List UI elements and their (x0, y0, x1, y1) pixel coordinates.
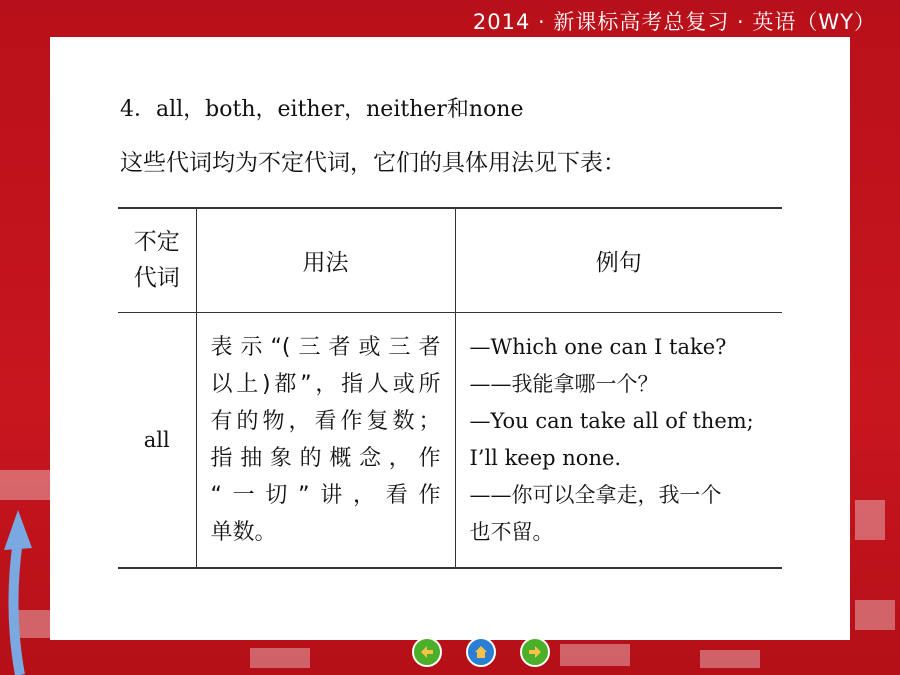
home-button[interactable] (466, 637, 496, 667)
example-line: ——你可以全拿走，我一个 (469, 482, 722, 507)
pronoun-cell: all (118, 312, 196, 568)
usage-line: 以上)都”，指人或所 (210, 371, 441, 397)
forward-button[interactable] (520, 637, 550, 667)
decor-block (855, 600, 895, 630)
example-cell (455, 312, 782, 568)
header-pronoun-line2: 代词 (133, 265, 180, 292)
usage-cell (196, 312, 455, 568)
header-pronoun (118, 208, 196, 312)
table-row (118, 312, 782, 568)
home-icon (473, 644, 489, 660)
example-line: ——我能拿哪一个？ (469, 371, 659, 396)
usage-line: “一切”讲，看作 (210, 482, 441, 508)
forward-icon (527, 644, 543, 660)
usage-line: 有的物，看作复数； (210, 408, 441, 434)
decor-block (855, 500, 885, 540)
example-line: —You can take all of them; (469, 408, 754, 433)
header-pronoun-line1: 不定 (133, 229, 180, 256)
pronoun-usage-table (118, 207, 782, 569)
slide-navigation (0, 635, 900, 671)
header-example: 例句 (455, 208, 782, 312)
decor-block (0, 470, 50, 500)
usage-line: 单数。 (210, 519, 277, 545)
section-intro: 这些代词均为不定代词，它们的具体用法见下表： (120, 150, 626, 176)
section-heading: 4．all，both，either，neither和none (120, 97, 524, 122)
slide-header: 2014 · 新课标高考总复习 · 英语（WY） (472, 10, 876, 34)
example-line: 也不留。 (469, 519, 554, 544)
header-usage: 用法 (196, 208, 455, 312)
usage-line: 指抽象的概念，作 (210, 445, 441, 471)
usage-line: 表示“(三者或三者 (210, 334, 441, 360)
example-line: —Which one can I take? (469, 334, 727, 359)
back-button[interactable] (412, 637, 442, 667)
back-icon (419, 644, 435, 660)
example-line: I’ll keep none. (469, 445, 622, 470)
table-header-row (118, 208, 782, 312)
